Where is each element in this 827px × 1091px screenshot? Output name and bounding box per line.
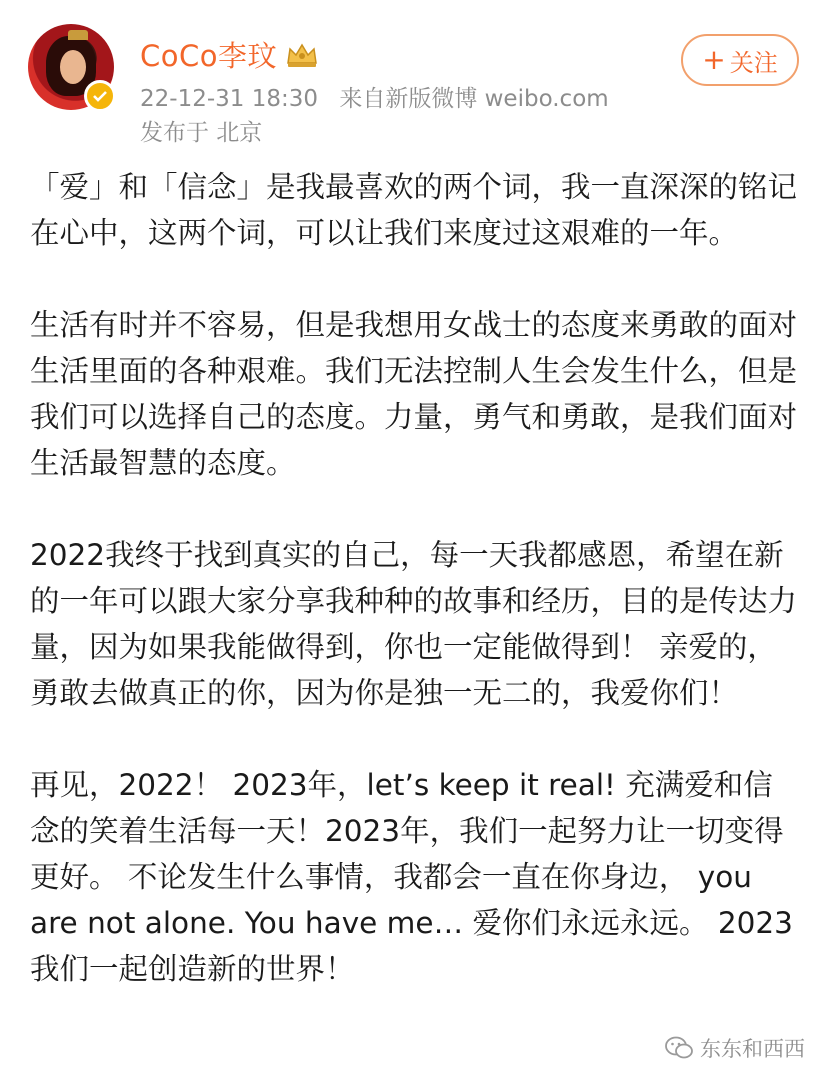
post-source: 来自新版微博 weibo.com: [339, 86, 609, 112]
post-timestamp: 22-12-31 18:30: [140, 86, 318, 112]
author-name[interactable]: CoCo李玟: [140, 39, 277, 73]
post-paragraph: 再见，2022！ 2023年，let’s keep it real! 充满爱和信念的笑着生活每一天！2023年，我们一起努力让一切变得更好。 不论发生什么事情，我都会一直在你身边， you are not alone. You have me… 爱你们永远永远。 2023我们一起创造新的世界！: [30, 768, 793, 986]
avatar[interactable]: [28, 24, 114, 110]
post-body: [30, 164, 800, 1038]
post-header: [0, 0, 827, 150]
wechat-icon: [664, 1035, 694, 1061]
follow-button[interactable]: [681, 34, 799, 86]
watermark: [664, 1033, 805, 1063]
verified-badge-icon: [84, 80, 116, 112]
post-meta: [140, 80, 609, 113]
watermark-text: 东东和西西: [700, 1037, 805, 1061]
post-paragraph: 2022我终于找到真实的自己，每一天我都感恩，希望在新的一年可以跟大家分享我种种的故事和经历，目的是传达力量，因为如果我能做得到，你也一定能做得到！ 亲爱的， 勇敢去做真正的你，因为你是独一无二的，我爱你们！: [30, 538, 798, 710]
follow-label: 关注: [729, 48, 778, 77]
plus-icon: +: [702, 43, 726, 76]
post-location: 发布于 北京: [140, 120, 263, 146]
post-paragraph: 生活有时并不容易，但是我想用女战士的态度来勇敢的面对生活里面的各种艰难。我们无法控制人生会发生什么，但是我们可以选择自己的态度。力量，勇气和勇敢，是我们面对生活最智慧的态度。: [30, 308, 798, 480]
crown-badge-icon: [285, 41, 319, 69]
post-paragraph: 「爱」和「信念」是我最喜欢的两个词，我一直深深的铭记在心中，这两个词，可以让我们来度过这艰难的一年。: [30, 170, 798, 250]
